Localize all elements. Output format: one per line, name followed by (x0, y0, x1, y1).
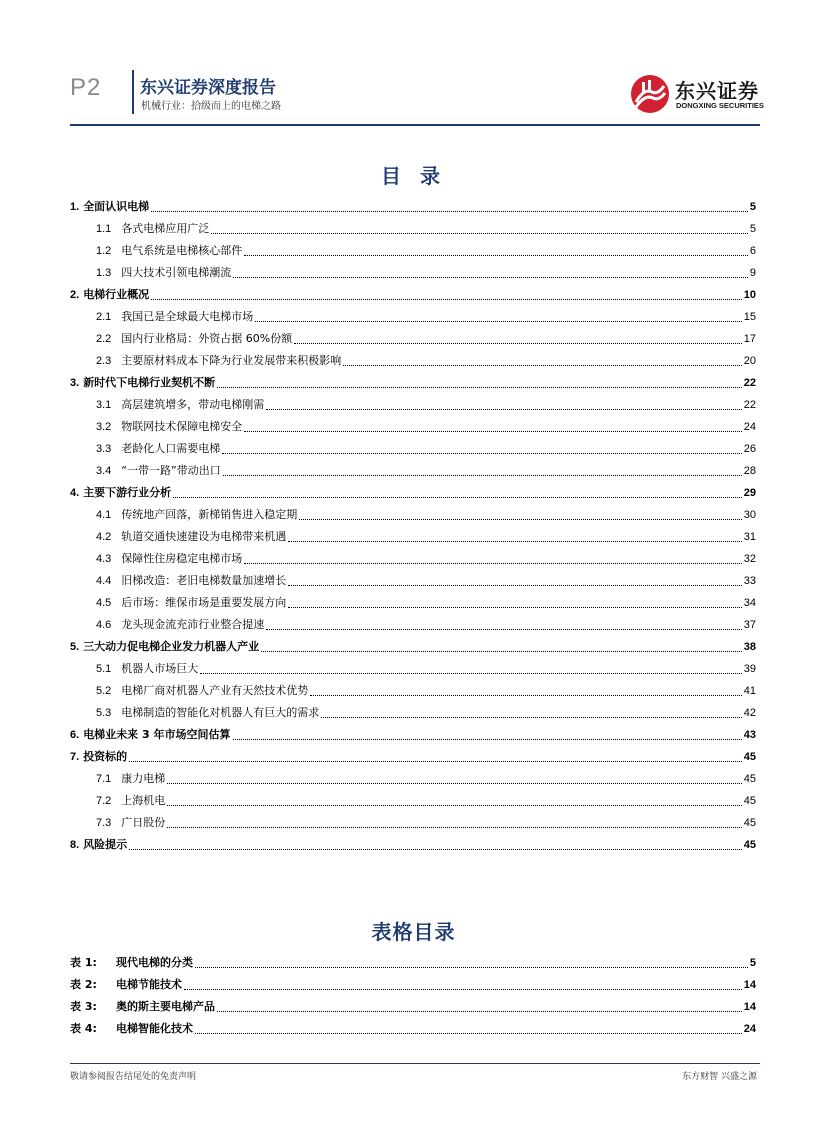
dot-leader (223, 464, 742, 476)
toc-entry-number: 6. (70, 729, 80, 741)
toc-entry[interactable] (70, 764, 756, 786)
toc-entry[interactable] (70, 654, 756, 676)
toc-entry-label: 龙头现金流充沛行业整合提速 (121, 618, 265, 631)
toc-entry[interactable] (70, 632, 756, 654)
toc-entry[interactable] (70, 192, 756, 214)
table-entry-label: 电梯节能技术 (116, 978, 182, 991)
toc-entry-text (96, 552, 244, 566)
toc-entry-page: 20 (743, 355, 756, 367)
dot-leader (129, 750, 742, 762)
toc-entry-label: 电梯业未来 3 年市场空间估算 (83, 728, 231, 741)
dot-leader (173, 486, 742, 498)
toc-entry-page: 22 (743, 399, 756, 411)
toc-entry-label: 各式电梯应用广泛 (121, 222, 210, 235)
dot-leader (261, 640, 742, 652)
toc-entry[interactable] (70, 434, 756, 456)
toc-entry[interactable] (70, 566, 756, 588)
toc-entry-number: 7.1 (96, 773, 112, 785)
company-logo (630, 72, 764, 116)
toc-entry[interactable] (70, 742, 756, 764)
toc-entry-number: 4.2 (96, 531, 112, 543)
header-divider (132, 70, 134, 114)
toc-entry-text (70, 200, 151, 214)
toc-entry-number: 3.3 (96, 443, 112, 455)
toc-entry-page: 22 (743, 377, 756, 389)
table-entry-page: 14 (743, 979, 756, 991)
report-title: 东兴证券深度报告 (140, 78, 276, 98)
toc-entry[interactable] (70, 280, 756, 302)
dot-leader (288, 596, 741, 608)
toc-entry-number: 1.2 (96, 245, 112, 257)
toc-entry-page: 5 (749, 223, 756, 235)
dot-leader (343, 354, 741, 366)
toc-entry-label: 电梯制造的智能化对机器人有巨大的需求 (121, 706, 320, 719)
toc-entry-label: 物联网技术保障电梯安全 (121, 420, 243, 433)
toc-entry-number: 3. (70, 377, 80, 389)
toc-entry[interactable] (70, 368, 756, 390)
toc-entry[interactable] (70, 522, 756, 544)
toc-entry-label: 老龄化人口需要电梯 (121, 442, 221, 455)
dot-leader (195, 1022, 742, 1034)
toc-entry-label: 电梯行业概况 (83, 288, 150, 301)
toc-entry-label: 康力电梯 (121, 772, 166, 785)
header-rule (70, 124, 760, 126)
toc-entry-number: 1. (70, 201, 80, 213)
table-entry-number: 表 4: (70, 1022, 97, 1035)
toc-entry[interactable] (70, 456, 756, 478)
toc-entry-number: 1.1 (96, 223, 112, 235)
toc-entry-text (96, 222, 211, 236)
toc-entry-page: 45 (743, 839, 756, 851)
dot-leader (151, 288, 742, 300)
toc-entry[interactable] (70, 676, 756, 698)
page-number: P2 (70, 74, 102, 101)
toc-entry-text (96, 596, 288, 610)
toc-entry-text (96, 662, 200, 676)
toc-entry-page: 17 (743, 333, 756, 345)
toc-entry-page: 41 (743, 685, 756, 697)
dot-leader (167, 794, 741, 806)
toc-entry[interactable] (70, 500, 756, 522)
toc-entry-page: 10 (743, 289, 756, 301)
report-subtitle: 机械行业：拾级而上的电梯之路 (141, 101, 281, 112)
toc-entry-label: 四大技术引领电梯潮流 (121, 266, 232, 279)
toc-entry-text (96, 508, 299, 522)
toc-entry-label: 新时代下电梯行业契机不断 (83, 376, 216, 389)
toc-entry-page: 45 (743, 773, 756, 785)
toc-entry-text (70, 838, 129, 852)
dot-leader (233, 728, 742, 740)
toc-entry-page: 5 (749, 201, 756, 213)
table-entry-number: 表 2: (70, 978, 97, 991)
toc-entry[interactable] (70, 324, 756, 346)
toc-entry[interactable] (70, 412, 756, 434)
dot-leader (184, 978, 742, 990)
toc-entry-text (96, 244, 244, 258)
toc-entry-text (70, 486, 173, 500)
toc-entry-number: 4.1 (96, 509, 112, 521)
toc-entry[interactable] (70, 258, 756, 280)
toc-entry-page: 34 (743, 597, 756, 609)
toc-entry-page: 33 (743, 575, 756, 587)
toc-entry-text (96, 332, 294, 346)
dot-leader (266, 618, 741, 630)
toc-entry-page: 28 (743, 465, 756, 477)
dot-leader (233, 266, 748, 278)
toc-entry-number: 4.6 (96, 619, 112, 631)
toc-entry-page: 38 (743, 641, 756, 653)
table-entry-page: 24 (743, 1023, 756, 1035)
dot-leader (321, 706, 741, 718)
toc-entry[interactable] (70, 544, 756, 566)
dot-leader (217, 376, 742, 388)
toc-entry-label: 国内行业格局：外资占据 60%份额 (121, 332, 293, 345)
toc-entry[interactable] (70, 610, 756, 632)
toc-entry-page: 24 (743, 421, 756, 433)
toc-entry-page: 6 (749, 245, 756, 257)
dot-leader (217, 1000, 742, 1012)
toc-entry-text (96, 354, 343, 368)
toc-entry-label: 上海机电 (121, 794, 166, 807)
footer-disclaimer: 敬请参阅报告结尾处的免责声明 (70, 1072, 197, 1082)
toc-entry-page: 15 (743, 311, 756, 323)
toc-entry-number: 2.2 (96, 333, 112, 345)
toc-entry-page: 43 (743, 729, 756, 741)
toc-entry-page: 45 (743, 751, 756, 763)
toc-entry-number: 2.1 (96, 311, 112, 323)
toc-entry-page: 39 (743, 663, 756, 675)
toc-entry-text (70, 376, 217, 390)
toc-entry-number: 7.2 (96, 795, 112, 807)
toc-entry-number: 8. (70, 839, 80, 851)
toc-entry-number: 5.3 (96, 707, 112, 719)
toc-entry-text (70, 288, 151, 302)
table-toc-title: 表格目录 (371, 920, 456, 944)
dot-leader (195, 956, 748, 968)
dot-leader (255, 310, 741, 322)
page-header (0, 0, 827, 130)
toc-entry-label: 风险提示 (83, 838, 128, 851)
toc-entry-number: 7.3 (96, 817, 112, 829)
toc-entry-text (96, 618, 266, 632)
toc-entry-label: 投资标的 (83, 750, 128, 763)
dot-leader (200, 662, 741, 674)
table-entry[interactable] (70, 948, 756, 970)
toc-entry-page: 32 (743, 553, 756, 565)
toc-entry-text (96, 816, 167, 830)
toc-entry-page: 26 (743, 443, 756, 455)
toc-entry[interactable] (70, 588, 756, 610)
toc-entry-label: 电气系统是电梯核心部件 (121, 244, 243, 257)
toc-entry-number: 4.4 (96, 575, 112, 587)
dot-leader (211, 222, 748, 234)
toc-entry-number: 4. (70, 487, 80, 499)
table-entry-label: 奥的斯主要电梯产品 (116, 1000, 215, 1013)
dot-leader (294, 332, 742, 344)
toc-entry-text (96, 310, 255, 324)
toc-entry-number: 5.1 (96, 663, 112, 675)
toc-entry[interactable] (70, 478, 756, 500)
toc-entry-text (96, 574, 288, 588)
toc-entry-page: 37 (743, 619, 756, 631)
toc-entry-number: 4.3 (96, 553, 112, 565)
dot-leader (288, 530, 741, 542)
dot-leader (129, 838, 742, 850)
toc-entry-number: 3.2 (96, 421, 112, 433)
toc-entry-number: 2. (70, 289, 80, 301)
toc-entry[interactable] (70, 390, 756, 412)
toc-entry-label: 高层建筑增多，带动电梯刚需 (121, 398, 265, 411)
toc-entry-label: “一带一路”带动出口 (121, 464, 221, 477)
toc-entry-page: 29 (743, 487, 756, 499)
toc-entry-label: 后市场：维保市场是重要发展方向 (121, 596, 287, 609)
toc-entry-text (70, 750, 129, 764)
toc-entry[interactable] (70, 698, 756, 720)
toc-entry[interactable] (70, 346, 756, 368)
toc-entry-page: 30 (743, 509, 756, 521)
footer-slogan: 东方财智 兴盛之源 (682, 1072, 757, 1082)
toc-entry[interactable] (70, 236, 756, 258)
toc-entry-number: 7. (70, 751, 80, 763)
dot-leader (299, 508, 741, 520)
toc-entry-text (96, 266, 233, 280)
dongxing-logo-icon (630, 74, 670, 114)
toc-entry[interactable] (70, 720, 756, 742)
toc-entry-number: 1.3 (96, 267, 112, 279)
table-of-contents (70, 192, 756, 852)
toc-entry-label: 电梯厂商对机器人产业有天然技术优势 (121, 684, 309, 697)
toc-entry-label: 全面认识电梯 (83, 200, 150, 213)
toc-entry-text (70, 728, 233, 742)
dot-leader (266, 398, 741, 410)
dot-leader (244, 552, 741, 564)
logo-chinese-name: 东兴证券 (675, 79, 759, 103)
table-entry-label: 电梯智能化技术 (116, 1022, 193, 1035)
toc-entry-number: 5. (70, 641, 80, 653)
toc-entry-text (96, 464, 223, 478)
dot-leader (288, 574, 741, 586)
toc-entry-number: 5.2 (96, 685, 112, 697)
toc-entry[interactable] (70, 830, 756, 852)
dot-leader (167, 772, 741, 784)
dot-leader (244, 244, 748, 256)
toc-entry-text (96, 398, 266, 412)
toc-entry-number: 3.1 (96, 399, 112, 411)
toc-entry-text (96, 684, 310, 698)
toc-entry-label: 广日股份 (121, 816, 166, 829)
toc-entry-number: 4.5 (96, 597, 112, 609)
table-entry-number: 表 1: (70, 956, 97, 969)
table-entry[interactable] (70, 1014, 756, 1036)
dot-leader (244, 420, 741, 432)
toc-entry-label: 机器人市场巨大 (121, 662, 199, 675)
toc-entry[interactable] (70, 786, 756, 808)
toc-entry-page: 31 (743, 531, 756, 543)
table-entry-label: 现代电梯的分类 (116, 956, 193, 969)
toc-entry-label: 传统地产回落，新梯销售进入稳定期 (121, 508, 298, 521)
toc-entry-number: 3.4 (96, 465, 112, 477)
table-entry[interactable] (70, 970, 756, 992)
toc-entry-label: 三大动力促电梯企业发力机器人产业 (83, 640, 260, 653)
dot-leader (310, 684, 741, 696)
toc-entry-text (96, 772, 167, 786)
toc-entry-label: 保障性住房稳定电梯市场 (121, 552, 243, 565)
dot-leader (167, 816, 741, 828)
dot-leader (222, 442, 741, 454)
table-entry-page: 5 (749, 957, 756, 969)
toc-entry-page: 45 (743, 817, 756, 829)
toc-entry-label: 我国已是全球最大电梯市场 (121, 310, 254, 323)
table-entry-page: 14 (743, 1001, 756, 1013)
toc-entry-page: 42 (743, 707, 756, 719)
toc-entry-text (96, 420, 244, 434)
table-list (70, 948, 756, 1036)
logo-english-name: DONGXING SECURITIES (676, 101, 764, 110)
toc-entry-text (96, 442, 222, 456)
toc-entry-text (96, 794, 167, 808)
toc-entry-text (96, 530, 288, 544)
toc-entry-page: 45 (743, 795, 756, 807)
toc-entry-label: 旧梯改造：老旧电梯数量加速增长 (121, 574, 287, 587)
toc-entry-text (96, 706, 321, 720)
toc-entry-label: 主要原材料成本下降为行业发展带来积极影响 (121, 354, 342, 367)
toc-entry-page: 9 (749, 267, 756, 279)
table-entry[interactable] (70, 992, 756, 1014)
dot-leader (151, 200, 748, 212)
toc-entry-label: 轨道交通快速建设为电梯带来机遇 (121, 530, 287, 543)
toc-entry-number: 2.3 (96, 355, 112, 367)
toc-title: 目 录 (381, 164, 446, 188)
toc-entry[interactable] (70, 214, 756, 236)
toc-entry[interactable] (70, 302, 756, 324)
table-entry-number: 表 3: (70, 1000, 97, 1013)
footer-rule (70, 1063, 760, 1064)
toc-entry[interactable] (70, 808, 756, 830)
toc-entry-text (70, 640, 261, 654)
toc-entry-label: 主要下游行业分析 (83, 486, 172, 499)
